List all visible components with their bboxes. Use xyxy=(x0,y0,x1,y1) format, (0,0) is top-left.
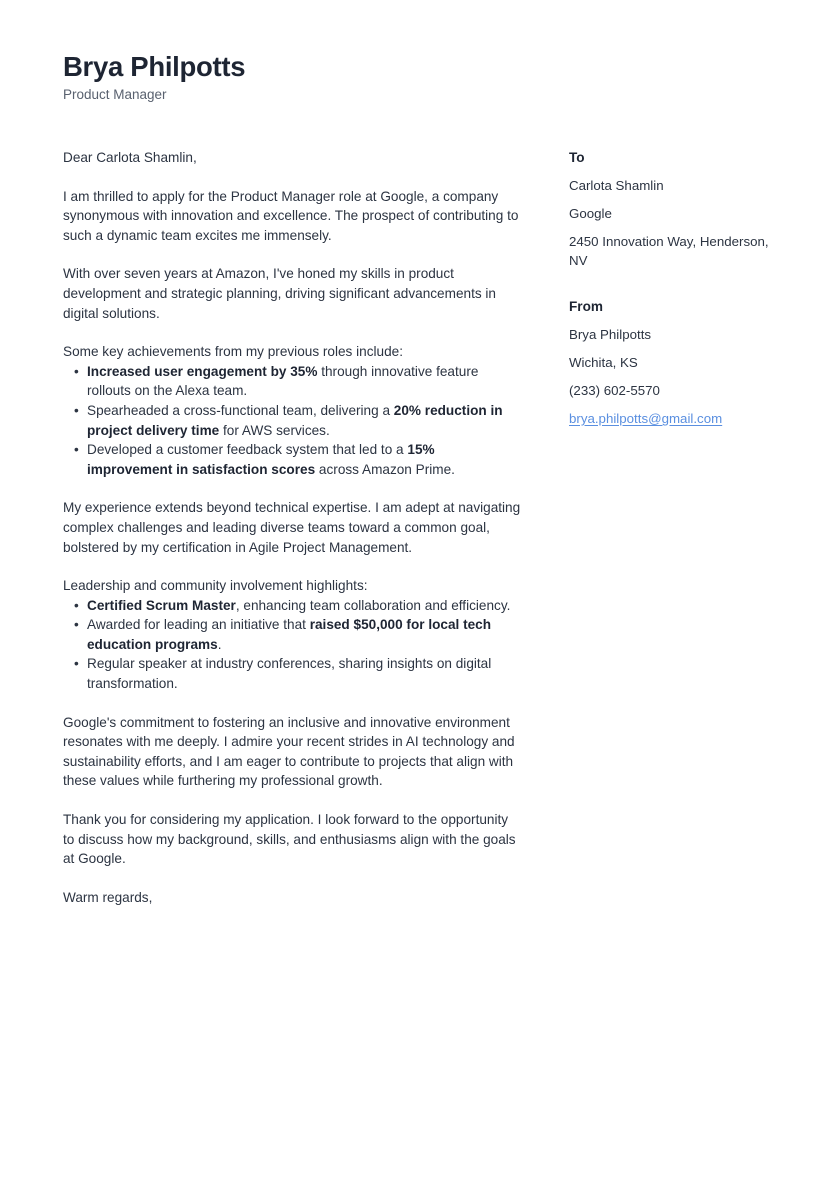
list-item xyxy=(87,615,521,654)
job-title: Product Manager xyxy=(63,87,167,102)
leadership-1-highlight: Certified Scrum Master xyxy=(87,597,236,613)
leadership-1-text: , enhancing team collaboration and efficiency. xyxy=(235,597,511,613)
paragraph-1-block xyxy=(63,187,521,246)
contact-sidebar xyxy=(569,148,781,428)
page-title: Brya Philpotts xyxy=(63,51,246,82)
paragraph-4: Google's commitment to fostering an inclusive and innovative environment resonates with me deeply. I admire your recent strides in AI technology and sustainability efforts, and I am eager to contribute to projects that align with these values while furthering my professional growth. xyxy=(63,714,515,789)
paragraph-4-block xyxy=(63,713,521,791)
recipient-name: Carlota Shamlin xyxy=(569,178,664,193)
leadership-intro: Leadership and community involvement highlights: xyxy=(63,578,368,594)
achievements-block xyxy=(63,342,521,479)
paragraph-1: I am thrilled to apply for the Product Manager role at Google, a company synonymous with innovation and excellence. The prospect of contributing to such a dynamic team excites me immensely. xyxy=(63,188,519,243)
leadership-2-lead: Awarded for leading an initiative that xyxy=(87,617,310,633)
paragraph-5: Thank you for considering my application. I look forward to the opportunity to discuss how my background, skills, and enthusiasms align with the goals at Google. xyxy=(63,812,516,867)
achievements-intro: Some key achievements from my previous roles include: xyxy=(63,344,403,360)
from-block xyxy=(569,297,781,428)
achievement-1-text: through innovative feature rollouts on the Alexa team. xyxy=(87,363,479,399)
letter-body xyxy=(63,148,521,907)
letter-header xyxy=(63,50,763,104)
list-item xyxy=(87,654,521,693)
paragraph-2: With over seven years at Amazon, I've honed my skills in product development and strategic planning, driving significant advancements in digital solutions. xyxy=(63,266,496,321)
sender-phone: (233) 602-5570 xyxy=(569,383,660,398)
paragraph-3: My experience extends beyond technical expertise. I am adept at navigating complex challenges and leading diverse teams toward a common goal, bolstered by my certification in Agile Project Management. xyxy=(63,500,521,555)
achievement-3-highlight: 15% improvement in satisfaction scores xyxy=(87,442,435,477)
leadership-2-tail: . xyxy=(217,636,222,652)
list-item xyxy=(87,401,521,440)
recipient-company: Google xyxy=(569,206,612,221)
leadership-2-highlight: raised $50,000 for local tech education programs xyxy=(87,617,492,652)
from-heading: From xyxy=(569,299,603,314)
paragraph-2-block xyxy=(63,264,521,323)
closing-block xyxy=(63,888,521,908)
to-heading: To xyxy=(569,150,585,165)
sender-location: Wichita, KS xyxy=(569,355,638,370)
sender-name: Brya Philpotts xyxy=(569,327,652,342)
achievement-3-tail: across Amazon Prime. xyxy=(315,461,455,477)
recipient-address: 2450 Innovation Way, Henderson, NV xyxy=(569,234,769,268)
leadership-list xyxy=(63,596,521,694)
achievement-3-lead: Developed a customer feedback system that led to a xyxy=(87,442,408,458)
list-item xyxy=(87,362,521,401)
paragraph-5-block xyxy=(63,810,521,869)
achievement-2-tail: for AWS services. xyxy=(219,422,330,438)
leadership-block xyxy=(63,576,521,694)
paragraph-3-block xyxy=(63,498,521,557)
achievement-2-highlight: 20% reduction in project delivery time xyxy=(87,402,503,438)
closing-salutation: Warm regards, xyxy=(63,889,153,905)
list-item xyxy=(87,440,521,479)
achievement-2-lead: Spearheaded a cross-functional team, delivering a xyxy=(87,402,394,418)
achievement-1-highlight: Increased user engagement by 35% xyxy=(87,363,318,379)
salutation: Dear Carlota Shamlin, xyxy=(63,150,197,165)
salutation-block xyxy=(63,148,521,168)
sender-email-link[interactable]: brya.philpotts@gmail.com xyxy=(569,411,723,426)
achievements-list xyxy=(63,362,521,480)
list-item xyxy=(87,596,521,616)
to-block xyxy=(569,148,781,270)
sender-email-line xyxy=(569,409,781,428)
leadership-3-text: Regular speaker at industry conferences, sharing insights on digital transformation. xyxy=(87,656,492,692)
